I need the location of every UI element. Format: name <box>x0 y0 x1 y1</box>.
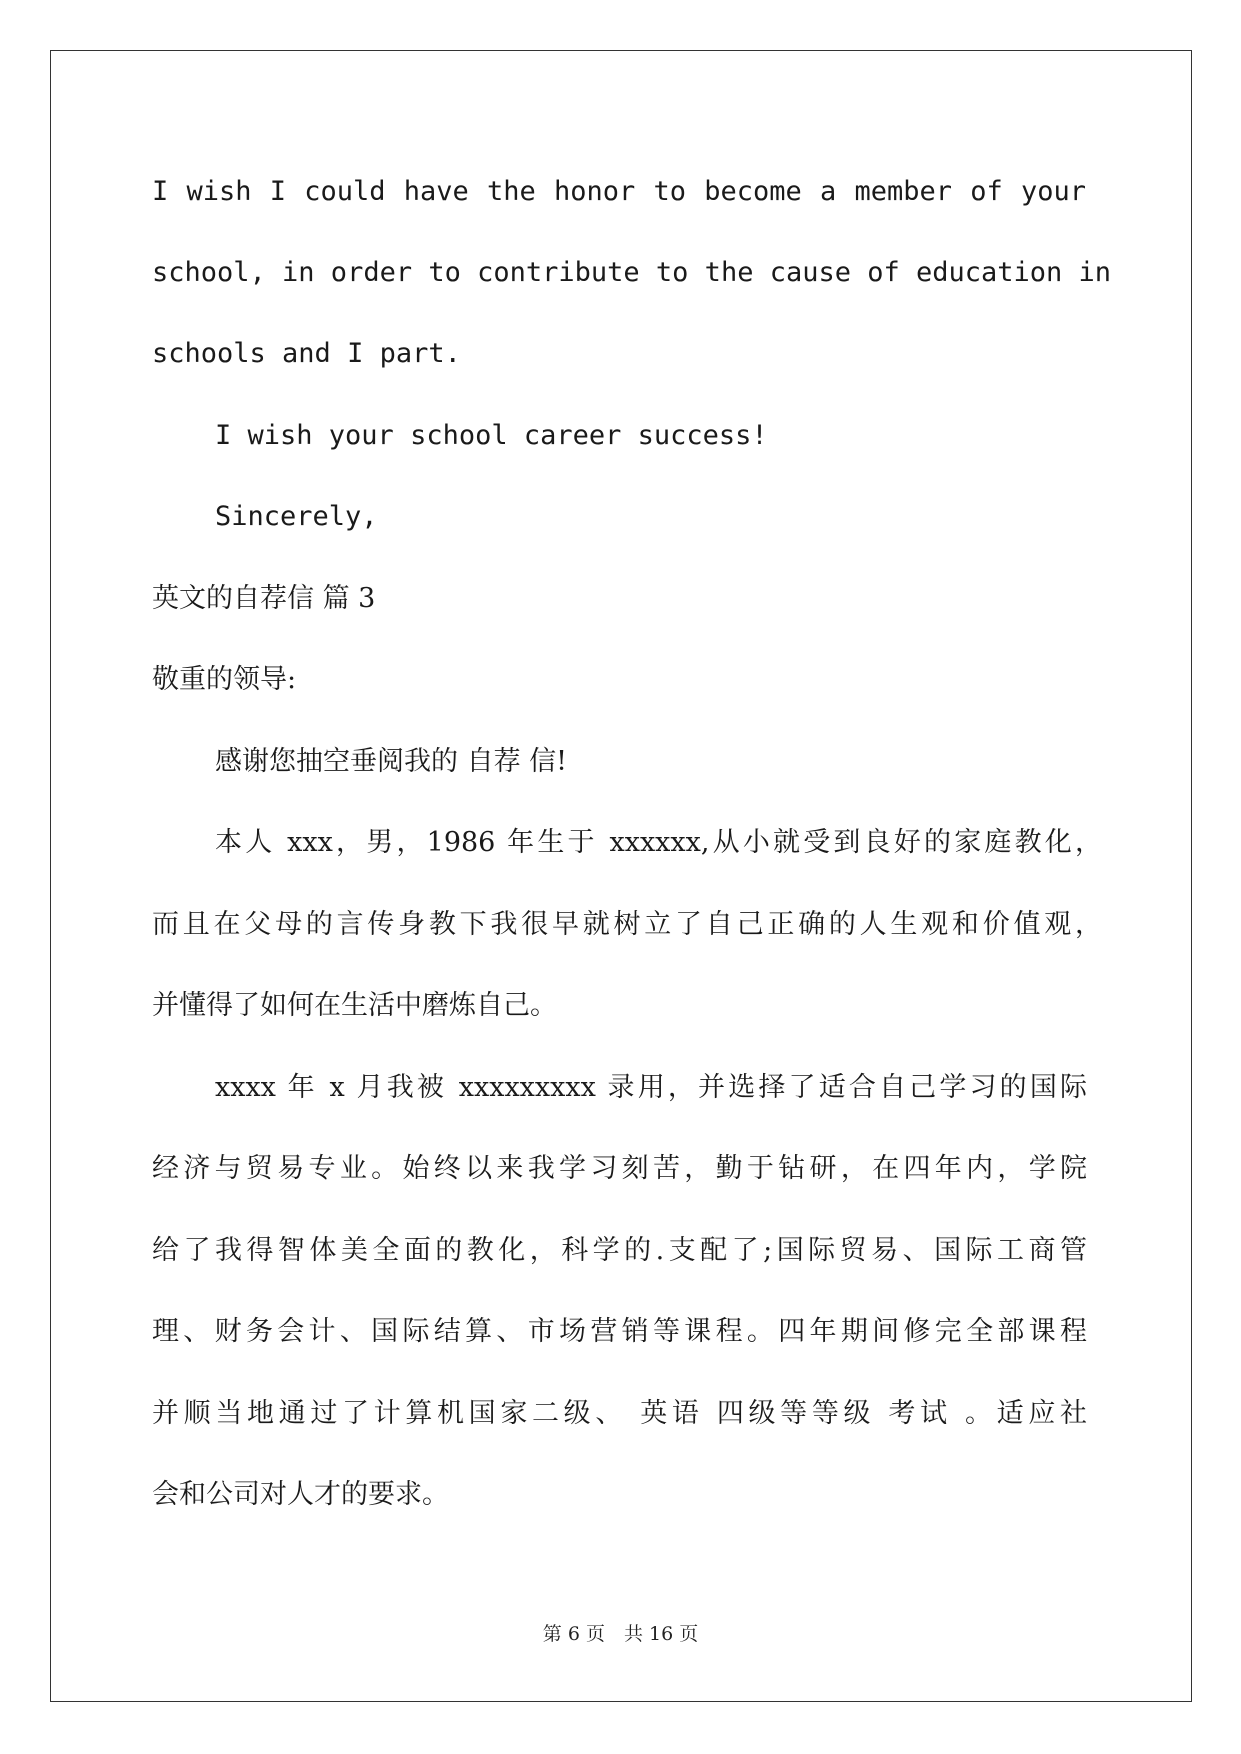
body-line-intro-3: 并懂得了如何在生活中磨炼自己。 <box>152 990 557 1021</box>
closing-wish: I wish your school career success! <box>215 420 768 451</box>
page-number-footer: 第 6 页 共 16 页 <box>542 1623 699 1645</box>
body-line-study-5: 并顺当地通过了计算机国家二级、 英语 四级等等级 考试 。适应社 <box>152 1398 1087 1429</box>
body-line-thanks: 感谢您抽空垂阅我的 自荐 信! <box>215 746 568 777</box>
body-line-intro-1: 本人 xxx，男，1986 年生于 xxxxxx,从小就受到良好的家庭教化， <box>215 827 1102 858</box>
body-line-study-1: xxxx 年 x 月我被 xxxxxxxxx 录用，并选择了适合自己学习的国际 <box>215 1072 1087 1103</box>
page-border <box>50 50 1192 1702</box>
salutation: 敬重的领导: <box>152 664 297 695</box>
body-line-3: schools and I part. <box>152 338 461 369</box>
body-line-study-4: 理、财务会计、国际结算、市场营销等课程。四年期间修完全部课程 <box>152 1316 1087 1347</box>
body-line-intro-2: 而且在父母的言传身教下我很早就树立了自己正确的人生观和价值观， <box>152 909 1102 940</box>
body-line-study-6: 会和公司对人才的要求。 <box>152 1479 449 1510</box>
body-line-1: I wish I could have the honor to become a member of your <box>152 176 1086 207</box>
body-line-study-3: 给了我得智体美全面的教化，科学的.支配了;国际贸易、国际工商管 <box>152 1235 1087 1266</box>
body-line-study-2: 经济与贸易专业。始终以来我学习刻苦，勤于钻研，在四年内，学院 <box>152 1153 1087 1184</box>
body-line-2: school, in order to contribute to the cause of education in <box>152 257 1112 288</box>
section-heading: 英文的自荐信 篇 3 <box>152 583 376 614</box>
closing-signoff: Sincerely, <box>215 501 378 532</box>
